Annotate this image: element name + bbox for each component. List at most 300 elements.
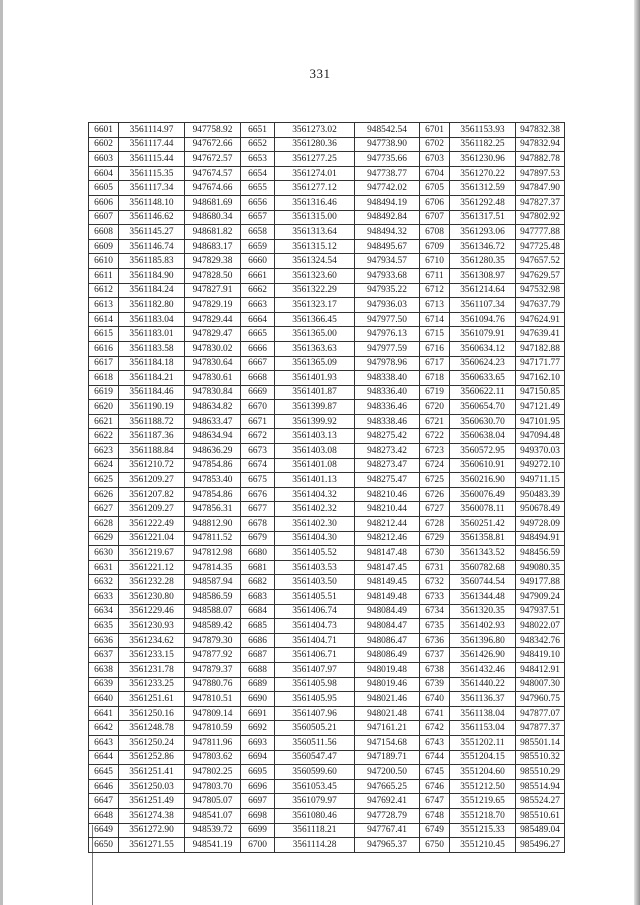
x-coordinate-cell: 3561406.71 xyxy=(275,648,355,663)
x-coordinate-cell: 3561184.21 xyxy=(119,371,185,386)
table-row xyxy=(89,604,565,619)
y-coordinate-cell: 947832.94 xyxy=(516,137,565,152)
y-coordinate-cell: 948019.48 xyxy=(355,662,420,677)
point-id-cell: 6628 xyxy=(89,517,119,532)
x-coordinate-cell: 3561079.91 xyxy=(450,327,516,342)
x-coordinate-cell: 3561406.74 xyxy=(275,604,355,619)
x-coordinate-cell: 3561233.15 xyxy=(119,648,185,663)
y-coordinate-cell: 948492.84 xyxy=(355,210,420,225)
point-id-cell: 6661 xyxy=(241,268,275,283)
table-row xyxy=(89,706,565,721)
point-id-cell: 6697 xyxy=(241,794,275,809)
point-id-cell: 6611 xyxy=(89,268,119,283)
x-coordinate-cell: 3560610.91 xyxy=(450,458,516,473)
point-id-cell: 6607 xyxy=(89,210,119,225)
x-coordinate-cell: 3561312.59 xyxy=(450,181,516,196)
y-coordinate-cell: 947735.66 xyxy=(355,152,420,167)
x-coordinate-cell: 3561250.03 xyxy=(119,779,185,794)
point-id-cell: 6669 xyxy=(241,385,275,400)
y-coordinate-cell: 948021.48 xyxy=(355,706,420,721)
point-id-cell: 6632 xyxy=(89,575,119,590)
table-row xyxy=(89,692,565,707)
y-coordinate-cell: 947829.19 xyxy=(185,298,241,313)
x-coordinate-cell: 3561114.97 xyxy=(119,123,185,138)
x-coordinate-cell: 3551218.70 xyxy=(450,808,516,823)
point-id-cell: 6642 xyxy=(89,721,119,736)
y-coordinate-cell: 947879.30 xyxy=(185,633,241,648)
point-id-cell: 6640 xyxy=(89,692,119,707)
x-coordinate-cell: 3561183.04 xyxy=(119,312,185,327)
y-coordinate-cell: 947810.59 xyxy=(185,721,241,736)
y-coordinate-cell: 947624.91 xyxy=(516,312,565,327)
point-id-cell: 6699 xyxy=(241,823,275,838)
x-coordinate-cell: 3561230.96 xyxy=(450,152,516,167)
x-coordinate-cell: 3560076.49 xyxy=(450,487,516,502)
point-id-cell: 6724 xyxy=(420,458,450,473)
x-coordinate-cell: 3561251.41 xyxy=(119,765,185,780)
y-coordinate-cell: 985489.04 xyxy=(516,823,565,838)
point-id-cell: 6717 xyxy=(420,356,450,371)
point-id-cell: 6609 xyxy=(89,239,119,254)
point-id-cell: 6648 xyxy=(89,808,119,823)
point-id-cell: 6682 xyxy=(241,575,275,590)
table-row xyxy=(89,735,565,750)
point-id-cell: 6689 xyxy=(241,677,275,692)
y-coordinate-cell: 947758.92 xyxy=(185,123,241,138)
point-id-cell: 6700 xyxy=(241,838,275,853)
point-id-cell: 6603 xyxy=(89,152,119,167)
y-coordinate-cell: 985501.14 xyxy=(516,735,565,750)
point-id-cell: 6730 xyxy=(420,546,450,561)
x-coordinate-cell: 3561221.12 xyxy=(119,560,185,575)
point-id-cell: 6635 xyxy=(89,619,119,634)
y-coordinate-cell: 948275.42 xyxy=(355,429,420,444)
point-id-cell: 6653 xyxy=(241,152,275,167)
table-row xyxy=(89,181,565,196)
table-row xyxy=(89,371,565,386)
x-coordinate-cell: 3561252.86 xyxy=(119,750,185,765)
y-coordinate-cell: 948007.30 xyxy=(516,677,565,692)
y-coordinate-cell: 985510.32 xyxy=(516,750,565,765)
x-coordinate-cell: 3561182.80 xyxy=(119,298,185,313)
point-id-cell: 6703 xyxy=(420,152,450,167)
point-id-cell: 6675 xyxy=(241,473,275,488)
y-coordinate-cell: 947672.57 xyxy=(185,152,241,167)
y-coordinate-cell: 947629.57 xyxy=(516,268,565,283)
y-coordinate-cell: 947810.51 xyxy=(185,692,241,707)
y-coordinate-cell: 948149.48 xyxy=(355,590,420,605)
point-id-cell: 6723 xyxy=(420,444,450,459)
y-coordinate-cell: 948273.42 xyxy=(355,444,420,459)
x-coordinate-cell: 3561293.06 xyxy=(450,225,516,240)
y-coordinate-cell: 947829.44 xyxy=(185,312,241,327)
y-coordinate-cell: 947738.90 xyxy=(355,137,420,152)
x-coordinate-cell: 3561344.48 xyxy=(450,590,516,605)
x-coordinate-cell: 3561313.64 xyxy=(275,225,355,240)
x-coordinate-cell: 3561324.54 xyxy=(275,254,355,269)
point-id-cell: 6662 xyxy=(241,283,275,298)
x-coordinate-cell: 3560654.70 xyxy=(450,400,516,415)
y-coordinate-cell: 948634.94 xyxy=(185,429,241,444)
table-row xyxy=(89,298,565,313)
x-coordinate-cell: 3561222.49 xyxy=(119,517,185,532)
x-coordinate-cell: 3561117.34 xyxy=(119,181,185,196)
table-row xyxy=(89,341,565,356)
y-coordinate-cell: 948541.19 xyxy=(185,838,241,853)
x-coordinate-cell: 3561118.21 xyxy=(275,823,355,838)
x-coordinate-cell: 3561308.97 xyxy=(450,268,516,283)
y-coordinate-cell: 948539.72 xyxy=(185,823,241,838)
point-id-cell: 6709 xyxy=(420,239,450,254)
x-coordinate-cell: 3561184.24 xyxy=(119,283,185,298)
y-coordinate-cell: 947832.38 xyxy=(516,123,565,138)
point-id-cell: 6660 xyxy=(241,254,275,269)
y-coordinate-cell: 948494.32 xyxy=(355,225,420,240)
point-id-cell: 6633 xyxy=(89,590,119,605)
x-coordinate-cell: 3561402.93 xyxy=(450,619,516,634)
point-id-cell: 6735 xyxy=(420,619,450,634)
y-coordinate-cell: 947960.75 xyxy=(516,692,565,707)
table-row xyxy=(89,400,565,415)
point-id-cell: 6696 xyxy=(241,779,275,794)
y-coordinate-cell: 947672.66 xyxy=(185,137,241,152)
y-coordinate-cell: 947805.07 xyxy=(185,794,241,809)
page-number: 331 xyxy=(309,66,331,81)
x-coordinate-cell: 3561323.60 xyxy=(275,268,355,283)
x-coordinate-cell: 3561185.83 xyxy=(119,254,185,269)
point-id-cell: 6650 xyxy=(89,838,119,853)
y-coordinate-cell: 949080.35 xyxy=(516,560,565,575)
x-coordinate-cell: 3561402.30 xyxy=(275,517,355,532)
y-coordinate-cell: 985514.94 xyxy=(516,779,565,794)
y-coordinate-cell: 947189.71 xyxy=(355,750,420,765)
table-row xyxy=(89,560,565,575)
y-coordinate-cell: 947121.49 xyxy=(516,400,565,415)
point-id-cell: 6604 xyxy=(89,166,119,181)
page-left-edge xyxy=(0,0,3,905)
y-coordinate-cell: 948022.07 xyxy=(516,619,565,634)
x-coordinate-cell: 3561366.45 xyxy=(275,312,355,327)
x-coordinate-cell: 3551219.65 xyxy=(450,794,516,809)
point-id-cell: 6725 xyxy=(420,473,450,488)
point-id-cell: 6659 xyxy=(241,239,275,254)
y-coordinate-cell: 949728.09 xyxy=(516,517,565,532)
table-row xyxy=(89,575,565,590)
point-id-cell: 6695 xyxy=(241,765,275,780)
x-coordinate-cell: 3561432.46 xyxy=(450,662,516,677)
y-coordinate-cell: 947692.41 xyxy=(355,794,420,809)
y-coordinate-cell: 949177.88 xyxy=(516,575,565,590)
x-coordinate-cell: 3561405.95 xyxy=(275,692,355,707)
x-coordinate-cell: 3561248.78 xyxy=(119,721,185,736)
point-id-cell: 6705 xyxy=(420,181,450,196)
table-row xyxy=(89,195,565,210)
y-coordinate-cell: 947811.96 xyxy=(185,735,241,750)
point-id-cell: 6704 xyxy=(420,166,450,181)
table-row xyxy=(89,254,565,269)
point-id-cell: 6667 xyxy=(241,356,275,371)
y-coordinate-cell: 947827.91 xyxy=(185,283,241,298)
y-coordinate-cell: 947828.50 xyxy=(185,268,241,283)
y-coordinate-cell: 947802.25 xyxy=(185,765,241,780)
table-row xyxy=(89,458,565,473)
point-id-cell: 6714 xyxy=(420,312,450,327)
x-coordinate-cell: 3561187.36 xyxy=(119,429,185,444)
x-coordinate-cell: 3561184.46 xyxy=(119,385,185,400)
y-coordinate-cell: 948636.29 xyxy=(185,444,241,459)
x-coordinate-cell: 3561323.17 xyxy=(275,298,355,313)
y-coordinate-cell: 948019.46 xyxy=(355,677,420,692)
y-coordinate-cell: 950678.49 xyxy=(516,502,565,517)
x-coordinate-cell: 3561146.74 xyxy=(119,239,185,254)
table-row xyxy=(89,283,565,298)
y-coordinate-cell: 947977.59 xyxy=(355,341,420,356)
y-coordinate-cell: 947976.13 xyxy=(355,327,420,342)
y-coordinate-cell: 948633.47 xyxy=(185,414,241,429)
table-row xyxy=(89,137,565,152)
y-coordinate-cell: 948587.94 xyxy=(185,575,241,590)
x-coordinate-cell: 3561115.44 xyxy=(119,152,185,167)
x-coordinate-cell: 3561273.02 xyxy=(275,123,355,138)
table-row xyxy=(89,327,565,342)
table-row xyxy=(89,662,565,677)
point-id-cell: 6743 xyxy=(420,735,450,750)
point-id-cell: 6616 xyxy=(89,341,119,356)
table-row xyxy=(89,633,565,648)
point-id-cell: 6613 xyxy=(89,298,119,313)
x-coordinate-cell: 3551215.33 xyxy=(450,823,516,838)
x-coordinate-cell: 3561232.28 xyxy=(119,575,185,590)
x-coordinate-cell: 3561292.48 xyxy=(450,195,516,210)
table-row xyxy=(89,619,565,634)
point-id-cell: 6671 xyxy=(241,414,275,429)
x-coordinate-cell: 3561183.01 xyxy=(119,327,185,342)
point-id-cell: 6658 xyxy=(241,225,275,240)
table-row xyxy=(89,356,565,371)
y-coordinate-cell: 947728.79 xyxy=(355,808,420,823)
point-id-cell: 6722 xyxy=(420,429,450,444)
x-coordinate-cell: 3561274.38 xyxy=(119,808,185,823)
x-coordinate-cell: 3561399.87 xyxy=(275,400,355,415)
point-id-cell: 6710 xyxy=(420,254,450,269)
point-id-cell: 6673 xyxy=(241,444,275,459)
point-id-cell: 6624 xyxy=(89,458,119,473)
y-coordinate-cell: 948210.44 xyxy=(355,502,420,517)
y-coordinate-cell: 947094.48 xyxy=(516,429,565,444)
y-coordinate-cell: 947854.86 xyxy=(185,458,241,473)
x-coordinate-cell: 3561229.46 xyxy=(119,604,185,619)
x-coordinate-cell: 3560624.23 xyxy=(450,356,516,371)
point-id-cell: 6750 xyxy=(420,838,450,853)
x-coordinate-cell: 3561404.73 xyxy=(275,619,355,634)
point-id-cell: 6637 xyxy=(89,648,119,663)
y-coordinate-cell: 985524.27 xyxy=(516,794,565,809)
y-coordinate-cell: 947830.64 xyxy=(185,356,241,371)
y-coordinate-cell: 947639.41 xyxy=(516,327,565,342)
point-id-cell: 6631 xyxy=(89,560,119,575)
x-coordinate-cell: 3561271.55 xyxy=(119,838,185,853)
point-id-cell: 6605 xyxy=(89,181,119,196)
point-id-cell: 6656 xyxy=(241,195,275,210)
point-id-cell: 6718 xyxy=(420,371,450,386)
y-coordinate-cell: 947877.37 xyxy=(516,721,565,736)
x-coordinate-cell: 3561358.81 xyxy=(450,531,516,546)
point-id-cell: 6664 xyxy=(241,312,275,327)
y-coordinate-cell: 947829.38 xyxy=(185,254,241,269)
x-coordinate-cell: 3560630.70 xyxy=(450,414,516,429)
point-id-cell: 6702 xyxy=(420,137,450,152)
x-coordinate-cell: 3561426.90 xyxy=(450,648,516,663)
point-id-cell: 6676 xyxy=(241,487,275,502)
point-id-cell: 6645 xyxy=(89,765,119,780)
point-id-cell: 6691 xyxy=(241,706,275,721)
x-coordinate-cell: 3561315.12 xyxy=(275,239,355,254)
point-id-cell: 6690 xyxy=(241,692,275,707)
y-coordinate-cell: 948336.46 xyxy=(355,400,420,415)
table-row xyxy=(89,517,565,532)
x-coordinate-cell: 3561250.24 xyxy=(119,735,185,750)
point-id-cell: 6712 xyxy=(420,283,450,298)
point-id-cell: 6720 xyxy=(420,400,450,415)
point-id-cell: 6668 xyxy=(241,371,275,386)
y-coordinate-cell: 947978.96 xyxy=(355,356,420,371)
point-id-cell: 6721 xyxy=(420,414,450,429)
x-coordinate-cell: 3551210.45 xyxy=(450,838,516,853)
y-coordinate-cell: 948456.59 xyxy=(516,546,565,561)
table-row xyxy=(89,429,565,444)
y-coordinate-cell: 947532.98 xyxy=(516,283,565,298)
x-coordinate-cell: 3560622.11 xyxy=(450,385,516,400)
x-coordinate-cell: 3560505.21 xyxy=(275,721,355,736)
x-coordinate-cell: 3561403.08 xyxy=(275,444,355,459)
point-id-cell: 6652 xyxy=(241,137,275,152)
y-coordinate-cell: 948588.07 xyxy=(185,604,241,619)
point-id-cell: 6693 xyxy=(241,735,275,750)
point-id-cell: 6698 xyxy=(241,808,275,823)
x-coordinate-cell: 3561251.49 xyxy=(119,794,185,809)
x-coordinate-cell: 3561270.22 xyxy=(450,166,516,181)
table-row xyxy=(89,721,565,736)
point-id-cell: 6608 xyxy=(89,225,119,240)
x-coordinate-cell: 3560599.60 xyxy=(275,765,355,780)
point-id-cell: 6614 xyxy=(89,312,119,327)
point-id-cell: 6646 xyxy=(89,779,119,794)
y-coordinate-cell: 948084.47 xyxy=(355,619,420,634)
y-coordinate-cell: 948634.82 xyxy=(185,400,241,415)
x-coordinate-cell: 3561153.93 xyxy=(450,123,516,138)
x-coordinate-cell: 3561145.27 xyxy=(119,225,185,240)
table-row xyxy=(89,823,565,838)
y-coordinate-cell: 947809.14 xyxy=(185,706,241,721)
x-coordinate-cell: 3560638.04 xyxy=(450,429,516,444)
point-id-cell: 6654 xyxy=(241,166,275,181)
point-id-cell: 6672 xyxy=(241,429,275,444)
x-coordinate-cell: 3561322.29 xyxy=(275,283,355,298)
table-row xyxy=(89,794,565,809)
x-coordinate-cell: 3560216.90 xyxy=(450,473,516,488)
x-coordinate-cell: 3561404.32 xyxy=(275,487,355,502)
table-row xyxy=(89,225,565,240)
table-row xyxy=(89,123,565,138)
y-coordinate-cell: 947877.92 xyxy=(185,648,241,663)
y-coordinate-cell: 947182.88 xyxy=(516,341,565,356)
x-coordinate-cell: 3561277.25 xyxy=(275,152,355,167)
table-row xyxy=(89,546,565,561)
point-id-cell: 6619 xyxy=(89,385,119,400)
y-coordinate-cell: 948086.47 xyxy=(355,633,420,648)
point-id-cell: 6734 xyxy=(420,604,450,619)
x-coordinate-cell: 3561107.34 xyxy=(450,298,516,313)
point-id-cell: 6748 xyxy=(420,808,450,823)
x-coordinate-cell: 3561188.84 xyxy=(119,444,185,459)
x-coordinate-cell: 3561403.53 xyxy=(275,560,355,575)
point-id-cell: 6680 xyxy=(241,546,275,561)
x-coordinate-cell: 3561280.36 xyxy=(275,137,355,152)
table-row xyxy=(89,152,565,167)
y-coordinate-cell: 950483.39 xyxy=(516,487,565,502)
point-id-cell: 6711 xyxy=(420,268,450,283)
point-id-cell: 6617 xyxy=(89,356,119,371)
y-coordinate-cell: 947853.40 xyxy=(185,473,241,488)
point-id-cell: 6663 xyxy=(241,298,275,313)
y-coordinate-cell: 948149.45 xyxy=(355,575,420,590)
x-coordinate-cell: 3561401.87 xyxy=(275,385,355,400)
point-id-cell: 6747 xyxy=(420,794,450,809)
point-id-cell: 6683 xyxy=(241,590,275,605)
x-coordinate-cell: 3561401.08 xyxy=(275,458,355,473)
x-coordinate-cell: 3561190.19 xyxy=(119,400,185,415)
point-id-cell: 6741 xyxy=(420,706,450,721)
y-coordinate-cell: 947934.57 xyxy=(355,254,420,269)
x-coordinate-cell: 3561396.80 xyxy=(450,633,516,648)
y-coordinate-cell: 948586.59 xyxy=(185,590,241,605)
y-coordinate-cell: 947882.78 xyxy=(516,152,565,167)
point-id-cell: 6744 xyxy=(420,750,450,765)
y-coordinate-cell: 947738.77 xyxy=(355,166,420,181)
x-coordinate-cell: 3561219.67 xyxy=(119,546,185,561)
x-coordinate-cell: 3561114.28 xyxy=(275,838,355,853)
x-coordinate-cell: 3561401.13 xyxy=(275,473,355,488)
y-coordinate-cell: 947725.48 xyxy=(516,239,565,254)
y-coordinate-cell: 947767.41 xyxy=(355,823,420,838)
table-row xyxy=(89,808,565,823)
y-coordinate-cell: 948275.47 xyxy=(355,473,420,488)
x-coordinate-cell: 3561230.93 xyxy=(119,619,185,634)
y-coordinate-cell: 948494.19 xyxy=(355,195,420,210)
y-coordinate-cell: 947742.02 xyxy=(355,181,420,196)
y-coordinate-cell: 948494.91 xyxy=(516,531,565,546)
table-row xyxy=(89,385,565,400)
table-row xyxy=(89,648,565,663)
y-coordinate-cell: 948419.10 xyxy=(516,648,565,663)
point-id-cell: 6666 xyxy=(241,341,275,356)
y-coordinate-cell: 947200.50 xyxy=(355,765,420,780)
point-id-cell: 6728 xyxy=(420,517,450,532)
y-coordinate-cell: 948212.44 xyxy=(355,517,420,532)
x-coordinate-cell: 3561207.82 xyxy=(119,487,185,502)
y-coordinate-cell: 948541.07 xyxy=(185,808,241,823)
y-coordinate-cell: 948336.40 xyxy=(355,385,420,400)
y-coordinate-cell: 948273.47 xyxy=(355,458,420,473)
table-row xyxy=(89,838,565,853)
y-coordinate-cell: 947830.61 xyxy=(185,371,241,386)
x-coordinate-cell: 3551202.11 xyxy=(450,735,516,750)
x-coordinate-cell: 3561184.18 xyxy=(119,356,185,371)
table-row xyxy=(89,531,565,546)
x-coordinate-cell: 3561403.13 xyxy=(275,429,355,444)
table-row xyxy=(89,312,565,327)
point-id-cell: 6641 xyxy=(89,706,119,721)
